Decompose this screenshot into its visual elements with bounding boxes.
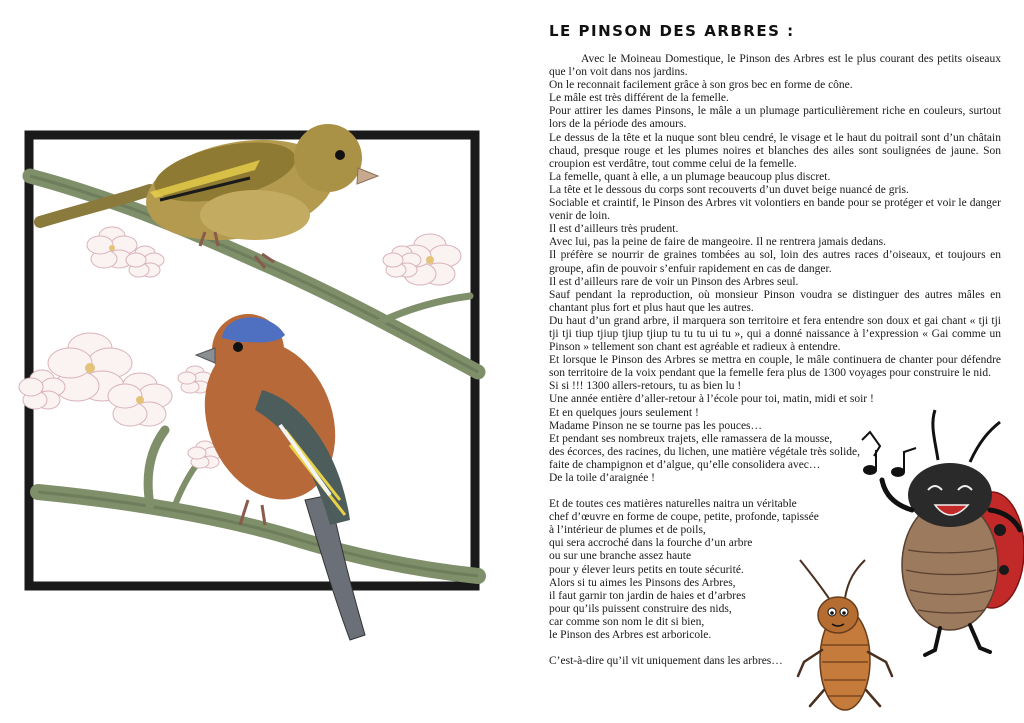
- cockroach-illustration: [798, 560, 892, 710]
- paragraph: Et lorsque le Pinson des Arbres se mettra en couple, le mâle continuera de chanter pour défendre son territoire de la voix pendant que la femelle fera plus de 1300 voyages pour construire le nid.: [549, 354, 1001, 380]
- page-title: LE PINSON DES ARBRES :: [549, 22, 795, 40]
- paragraph: il faut garnir ton jardin de haies et d’arbres: [549, 589, 746, 602]
- paragraph: Et de toutes ces matières naturelles naitra un véritable chef d’œuvre en forme de coupe, petite, profonde, tapissée à l’intérieur de plumes et de poils,: [549, 498, 819, 537]
- music-note-icon: [862, 432, 916, 476]
- paragraph: Sociable et craintif, le Pinson des Arbres vit volontiers en bande pour se protéger et voir le danger venir de loin.: [549, 197, 1001, 223]
- paragraph: On le reconnait facilement grâce à son gros bec en forme de cône.: [549, 79, 853, 92]
- ladybug-illustration: [882, 410, 1024, 655]
- paragraph: pour qu’ils puissent construire des nids,: [549, 602, 732, 615]
- paragraph: Une année entière d’aller-retour à l’école pour toi, matin, midi et soir !: [549, 393, 874, 406]
- paragraph: Avec le Moineau Domestique, le Pinson des Arbres est le plus courant des petits oiseaux que l’on voit dans nos jardins.: [549, 53, 1001, 79]
- paragraph: Et pendant ses nombreux trajets, elle ramassera de la mousse,: [549, 432, 833, 445]
- paragraph: Alors si tu aimes les Pinsons des Arbres,: [549, 576, 736, 589]
- paragraph: Le mâle est très différent de la femelle.: [549, 92, 729, 105]
- paragraph: car comme son nom le dit si bien,: [549, 615, 705, 628]
- paragraph: des écorces, des racines, du lichen, une matière végétale très solide,: [549, 445, 861, 458]
- paragraph: Il est d’ailleurs rare de voir un Pinson des Arbres seul.: [549, 275, 799, 288]
- paragraph: De la toile d’araignée !: [549, 472, 655, 484]
- paragraph: pour y élever leurs petits en toute sécurité.: [549, 563, 744, 576]
- male-chaffinch: [182, 314, 365, 640]
- paragraph: Pour attirer les dames Pinsons, le mâle a un plumage particulièrement riche en couleurs, surtout lors de la période des amours.: [549, 105, 1001, 131]
- paragraph: ou sur une branche assez haute: [549, 550, 692, 563]
- paragraph: Le dessus de la tête et la nuque sont bleu cendré, le visage et le haut du poitrail sont d’un châtain chaud, presque rouge et les plumes noires et blanches des ailes sont soulignées de jaune. Son croupion est verdâtre, tout comme celui de la femelle.: [549, 131, 1001, 170]
- paragraph: Sauf pendant la reproduction, où monsieur Pinson voudra se distinguer des autres mâles en chantant plus fort et plus haut que les autres.: [549, 288, 1001, 314]
- paragraph: Il préfère se nourrir de graines tombées au sol, loin des autres races d’oiseaux, et toujours en groupe, afin de pouvoir s’enfuir rapidement en cas de danger.: [549, 249, 1001, 275]
- paragraph: La femelle, quant à elle, a un plumage beaucoup plus discret.: [549, 170, 831, 183]
- paragraph: La tête et le dessous du corps sont recouverts d’un duvet beige nuancé de gris.: [549, 183, 909, 196]
- insect-cartoons: [790, 400, 1024, 723]
- paragraph: Si si !!! 1300 allers-retours, tu as bien lu !: [549, 380, 742, 393]
- paragraph: Avec lui, pas la peine de faire de mangeoire. Il ne rentrera jamais dedans.: [549, 236, 886, 249]
- paragraph: faite de champignon et d’algue, qu’elle consolidera avec…: [549, 458, 821, 471]
- paragraph: Madame Pinson ne se tourne pas les pouces…: [549, 419, 763, 432]
- paragraph: le Pinson des Arbres est arboricole.: [549, 629, 712, 642]
- paragraph: qui sera accroché dans la fourche d’un arbre: [549, 537, 753, 550]
- paragraph: Du haut d’un grand arbre, il marquera son territoire et fera entendre son doux et gai chant « tji tji tji tji tiup tjiup tjiup tjiup tu tu tu ui tu », qui a donné naissance à l’expression « Gai comme un Pinson » tellement son chant est agréable et radieux à entendre.: [549, 314, 1001, 354]
- paragraph: Et en quelques jours seulement !: [549, 406, 699, 419]
- paragraph: Il est d’ailleurs très prudent.: [549, 223, 679, 236]
- conclusion: C’est-à-dire qu’il vit uniquement dans les arbres…: [549, 655, 783, 668]
